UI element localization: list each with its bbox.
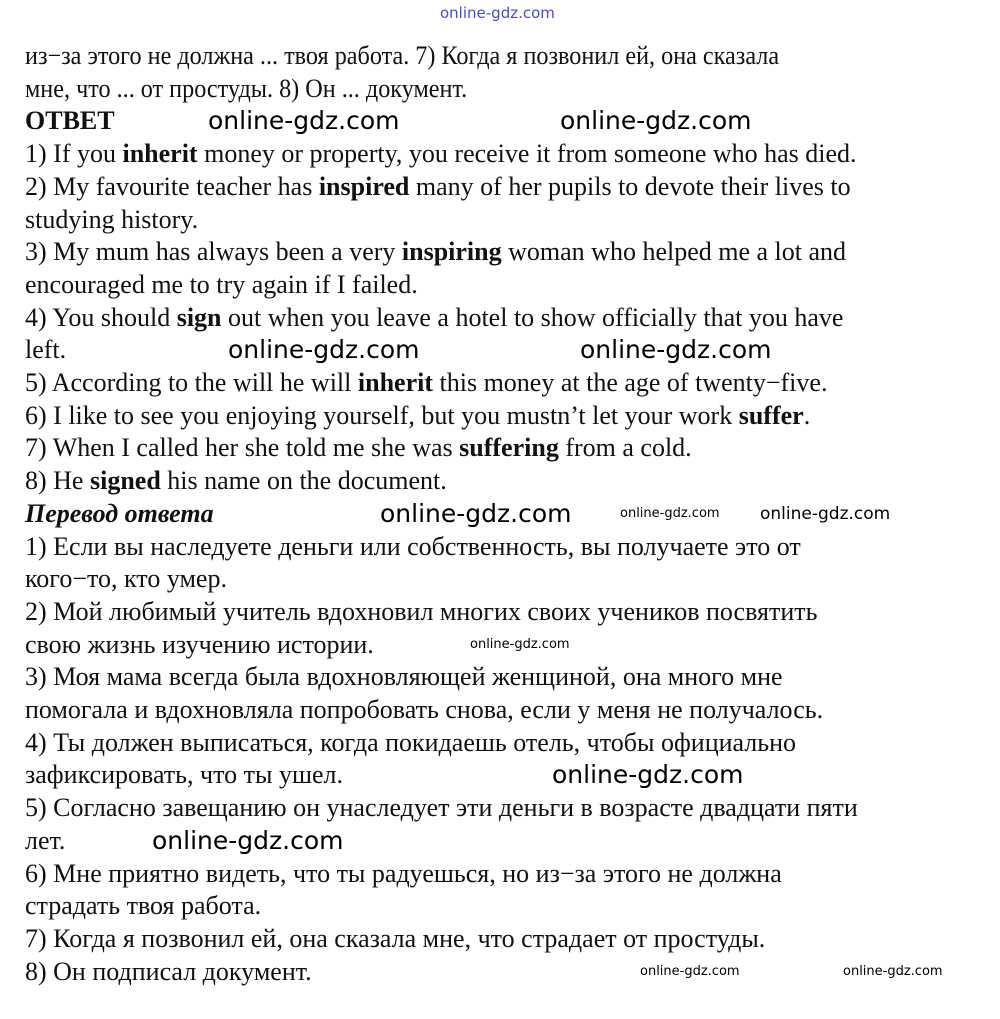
text-segment: 8) He bbox=[25, 466, 90, 496]
emphasized-text: signed bbox=[89, 466, 161, 496]
text-segment: лет. bbox=[25, 825, 66, 855]
text-segment: 3) Моя мама всегда была вдохновляющей женщиной, она много мне bbox=[25, 662, 783, 692]
watermark: online-gdz.com bbox=[620, 505, 720, 521]
text-line bbox=[25, 956, 312, 988]
emphasized-text: inspiring bbox=[401, 237, 502, 267]
text-segment: . bbox=[803, 400, 811, 430]
text-segment: кого−то, кто умер. bbox=[25, 564, 227, 594]
watermark: online-gdz.com bbox=[640, 963, 740, 979]
text-line bbox=[25, 629, 374, 661]
text-line bbox=[25, 269, 418, 301]
emphasized-text: suffering bbox=[459, 433, 559, 463]
text-line bbox=[25, 858, 782, 890]
watermark: online-gdz.com bbox=[380, 498, 572, 528]
text-segment: 3) My mum has always been a very bbox=[25, 237, 402, 267]
emphasized-text: inspired bbox=[318, 171, 410, 201]
text-line bbox=[25, 661, 783, 693]
text-line bbox=[25, 432, 692, 464]
text-line bbox=[25, 694, 823, 726]
text-segment: мне, что ... от простуды. 8) Он ... документ. bbox=[25, 73, 468, 103]
text-segment: out when you leave a hotel to show officially that you have bbox=[221, 302, 844, 332]
text-line bbox=[25, 923, 765, 955]
text-segment: 7) When I called her she told me she was bbox=[25, 433, 460, 463]
text-segment: many of her pupils to devote their lives to bbox=[409, 171, 851, 201]
watermark: online-gdz.com bbox=[152, 825, 344, 855]
text-line bbox=[25, 465, 447, 497]
text-segment: зафиксировать, что ты ушел. bbox=[25, 760, 343, 790]
text-segment: 4) Ты должен выписаться, когда покидаешь отель, чтобы официально bbox=[25, 727, 797, 757]
emphasized-text: sign bbox=[176, 302, 222, 332]
text-line bbox=[25, 890, 261, 922]
text-line bbox=[25, 105, 115, 137]
text-line bbox=[25, 563, 227, 595]
text-line bbox=[25, 727, 796, 759]
text-segment: woman who helped me a lot and bbox=[501, 237, 847, 267]
text-segment: из−за этого не должна ... твоя работа. 7) Когда я позвонил ей, она сказала bbox=[25, 41, 780, 70]
text-segment: свою жизнь изучению истории. bbox=[25, 629, 374, 659]
text-segment: 4) You should bbox=[25, 302, 177, 332]
emphasized-text: inherit bbox=[357, 368, 433, 397]
text-line bbox=[25, 759, 343, 791]
text-segment: 6) I like to see you enjoying yourself, but you mustn’t let your work bbox=[25, 400, 739, 430]
text-segment: 8) Он подписал документ. bbox=[25, 956, 312, 986]
text-segment: 2) Мой любимый учитель вдохновил многих своих учеников посвятить bbox=[25, 596, 818, 626]
text-segment: 5) Согласно завещанию он унаследует эти деньги в возрасте двадцати пяти bbox=[25, 793, 858, 823]
text-line bbox=[25, 138, 857, 170]
text-segment: 2) My favourite teacher has bbox=[25, 171, 319, 201]
text-segment: his name on the document. bbox=[160, 466, 447, 496]
text-line bbox=[25, 171, 851, 203]
watermark: online-gdz.com bbox=[470, 636, 570, 652]
text-segment: money or property, you receive it from someone who has died. bbox=[197, 139, 857, 169]
text-line bbox=[25, 596, 817, 628]
text-segment: this money at the age of twenty−five. bbox=[433, 368, 828, 397]
text-segment: помогала и вдохновляла попробовать снова, если у меня не получалось. bbox=[25, 695, 824, 724]
text-segment: 7) Когда я позвонил ей, она сказала мне, что страдает от простуды. bbox=[25, 923, 766, 953]
watermark: online-gdz.com bbox=[440, 4, 555, 22]
text-segment: 1) If you bbox=[25, 139, 123, 169]
text-segment: left. bbox=[25, 335, 67, 365]
text-line bbox=[25, 400, 810, 432]
text-line bbox=[25, 792, 858, 824]
text-segment: encouraged me to try again if I failed. bbox=[25, 269, 418, 299]
text-segment: studying history. bbox=[25, 204, 199, 234]
text-segment: 6) Мне приятно видеть, что ты радуешься, но из−за этого не должна bbox=[25, 858, 782, 888]
text-line bbox=[25, 204, 198, 236]
text-line bbox=[25, 531, 801, 563]
text-segment: from a cold. bbox=[558, 433, 692, 463]
emphasized-text: suffer bbox=[738, 400, 804, 430]
watermark: online-gdz.com bbox=[580, 335, 772, 365]
emphasized-text: inherit bbox=[122, 139, 198, 169]
text-line bbox=[25, 302, 843, 334]
watermark: online-gdz.com bbox=[760, 503, 891, 524]
text-line bbox=[25, 73, 467, 105]
watermark: online-gdz.com bbox=[560, 106, 752, 136]
emphasized-text: Перевод ответа bbox=[25, 498, 214, 528]
text-segment: 5) According to the will he will bbox=[25, 368, 358, 397]
emphasized-text: ОТВЕТ bbox=[25, 106, 115, 136]
text-line bbox=[25, 498, 214, 530]
watermark: online-gdz.com bbox=[552, 760, 744, 790]
text-line bbox=[25, 40, 779, 72]
text-line bbox=[25, 334, 66, 366]
text-segment: страдать твоя работа. bbox=[25, 891, 262, 921]
watermark: online-gdz.com bbox=[208, 106, 400, 136]
text-segment: 1) Если вы наследуете деньги или собственность, вы получаете это от bbox=[25, 531, 801, 561]
text-line bbox=[25, 236, 846, 268]
text-line bbox=[25, 825, 65, 857]
watermark: online-gdz.com bbox=[228, 335, 420, 365]
text-line bbox=[25, 367, 827, 399]
watermark: online-gdz.com bbox=[843, 963, 943, 979]
